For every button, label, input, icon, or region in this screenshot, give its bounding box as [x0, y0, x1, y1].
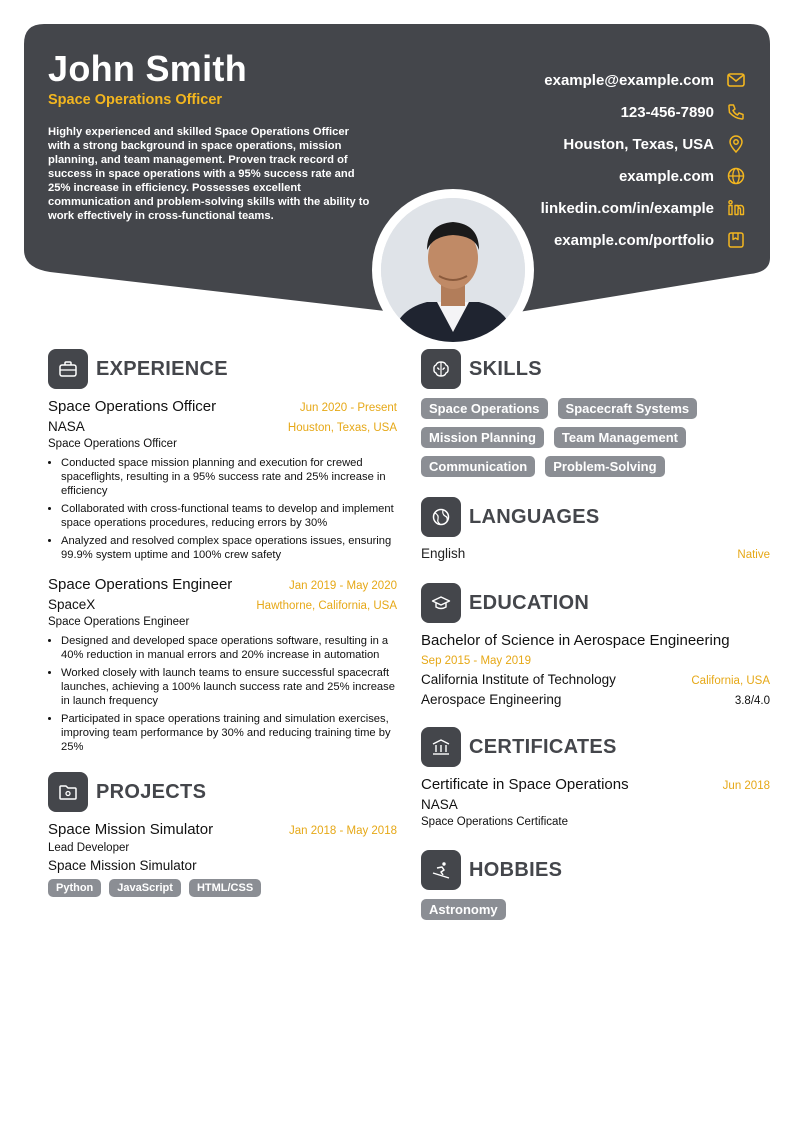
certificate-title: Certificate in Space Operations — [421, 776, 629, 793]
briefcase-icon — [48, 349, 88, 389]
job-bullet: • Collaborated with cross-functional teams to develop and implement space operations procedures, reducing errors by 30% — [61, 502, 397, 530]
project-entry — [48, 821, 397, 897]
degree-name: Bachelor of Science in Aerospace Engineering — [421, 632, 730, 649]
contact-location — [416, 128, 746, 160]
skill-tag: Space Operations — [421, 398, 548, 419]
job-role: Space Operations Officer — [48, 438, 177, 450]
skill-tag: Team Management — [554, 427, 686, 448]
project-tag: JavaScript — [109, 879, 181, 897]
candidate-name: John Smith — [48, 48, 247, 89]
globe-grid-icon — [421, 497, 461, 537]
language-name: English — [421, 546, 466, 561]
phone-icon — [726, 102, 746, 122]
contact-phone[interactable] — [416, 96, 746, 128]
skills-title: SKILLS — [469, 357, 542, 380]
job-company: SpaceX — [48, 597, 96, 612]
skiing-icon — [421, 850, 461, 890]
job-title: Space Operations Officer — [48, 398, 217, 415]
certificates-header — [421, 727, 770, 767]
education-entry — [421, 632, 770, 707]
skills-header — [421, 349, 770, 389]
job-bullets — [48, 456, 397, 562]
brain-icon — [421, 349, 461, 389]
job-role: Space Operations Engineer — [48, 616, 190, 628]
folder-icon — [48, 772, 88, 812]
experience-entry — [48, 576, 397, 754]
education-title: EDUCATION — [469, 591, 590, 614]
job-bullet: • Designed and developed space operations software, resulting in a 40% reduction in manual errors and 20% increase in automation — [61, 634, 397, 662]
languages-title: LANGUAGES — [469, 505, 600, 528]
job-date: Jan 2019 - May 2020 — [288, 580, 397, 592]
skill-tag: Communication — [421, 456, 535, 477]
experience-entry — [48, 398, 397, 562]
certificate-description: Space Operations Certificate — [421, 816, 569, 828]
certificate-entry — [421, 776, 770, 828]
graduation-cap-icon — [421, 583, 461, 623]
experience-header — [48, 349, 397, 389]
experience-title: EXPERIENCE — [96, 357, 228, 380]
language-row — [421, 546, 770, 561]
project-role: Lead Developer — [48, 842, 130, 854]
job-date: Jun 2020 - Present — [299, 402, 397, 414]
job-bullets — [48, 634, 397, 754]
project-date: Jan 2018 - May 2018 — [288, 825, 397, 837]
mail-icon — [726, 70, 746, 90]
contact-email[interactable] — [416, 64, 746, 96]
certificates-title: CERTIFICATES — [469, 735, 617, 758]
hobby-tag: Astronomy — [421, 899, 506, 920]
gpa: 3.8/4.0 — [734, 695, 770, 707]
institution-icon — [421, 727, 461, 767]
hobby-tags — [421, 899, 770, 920]
languages-header — [421, 497, 770, 537]
location-pin-icon — [726, 134, 746, 154]
skills-tags — [421, 398, 770, 477]
school-name: California Institute of Technology — [421, 672, 616, 687]
globe-icon — [726, 166, 746, 186]
contact-portfolio-text[interactable]: example.com/portfolio — [553, 231, 714, 249]
job-company: NASA — [48, 419, 85, 434]
profile-summary: Highly experienced and skilled Space Operations Officer with a strong background in space operations, mission planning, and team management. Proven track record of success in space operations with a 95% success rate and 25% increase in efficiency. Possesses excellent communication and problem-solving skills with the ability to work effectively in cross-functional teams. — [48, 126, 370, 222]
education-date: Sep 2015 - May 2019 — [421, 655, 531, 667]
project-tag: Python — [48, 879, 101, 897]
project-title: Space Mission Simulator — [48, 821, 214, 838]
project-tags — [48, 879, 397, 897]
contact-website[interactable] — [416, 160, 746, 192]
job-bullet: • Analyzed and resolved complex space operations issues, ensuring 99.9% system uptime and 100% crew safety — [61, 534, 397, 562]
projects-title: PROJECTS — [96, 780, 207, 803]
projects-header — [48, 772, 397, 812]
project-name: Space Mission Simulator — [48, 858, 197, 873]
job-bullet: • Worked closely with launch teams to ensure successful spacecraft launches, achieving a 100% launch success rate and 25% increase in launch frequency — [61, 666, 397, 708]
portfolio-icon — [726, 230, 746, 250]
contact-website-text[interactable]: example.com — [618, 167, 714, 185]
project-tag: HTML/CSS — [189, 879, 261, 897]
job-title: Space Operations Engineer — [48, 576, 233, 593]
contact-linkedin-text[interactable]: linkedin.com/in/example — [540, 199, 714, 217]
education-header — [421, 583, 770, 623]
skill-tag: Spacecraft Systems — [558, 398, 698, 419]
job-location: Hawthorne, California, USA — [256, 600, 397, 612]
candidate-title: Space Operations Officer — [48, 92, 223, 108]
job-bullet: • Participated in space operations training and simulation exercises, improving team performance by 30% and reducing training time by 25% — [61, 712, 397, 754]
school-location: California, USA — [691, 675, 770, 687]
language-level: Native — [737, 549, 770, 561]
job-bullet: • Conducted space mission planning and execution for crewed spaceflights, resulting in a 95% success rate and 25% increase in efficiency — [61, 456, 397, 498]
contact-location-text: Houston, Texas, USA — [563, 135, 714, 153]
hobbies-header — [421, 850, 770, 890]
hobbies-title: HOBBIES — [469, 858, 563, 881]
certificate-issuer: NASA — [421, 797, 458, 812]
linkedin-icon — [726, 198, 746, 218]
certificate-date: Jun 2018 — [722, 780, 770, 792]
job-location: Houston, Texas, USA — [287, 422, 397, 434]
skill-tag: Mission Planning — [421, 427, 544, 448]
profile-photo — [381, 198, 525, 342]
contact-email-text[interactable]: example@example.com — [544, 71, 714, 89]
contact-phone-text[interactable]: 123-456-7890 — [620, 103, 714, 121]
left-column — [48, 349, 397, 911]
field-of-study: Aerospace Engineering — [421, 692, 562, 707]
skill-tag: Problem-Solving — [545, 456, 664, 477]
right-column — [421, 349, 770, 920]
